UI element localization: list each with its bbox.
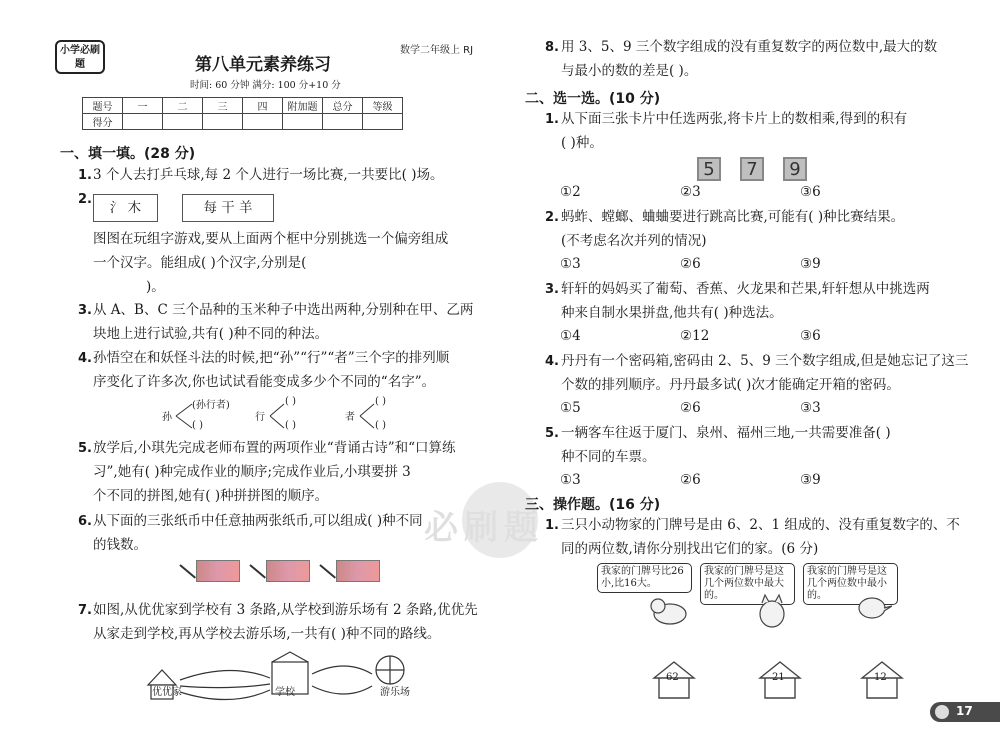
q6-number: 6. xyxy=(78,514,92,529)
s2-q3-number: 3. xyxy=(545,282,559,297)
q7-number: 7. xyxy=(78,603,92,618)
option-1[interactable]: ①5 xyxy=(560,400,581,416)
q2-number: 2. xyxy=(78,192,92,207)
tree-root-xing: 行 xyxy=(255,412,265,423)
path-home-school-2 xyxy=(180,684,270,688)
house-21[interactable] xyxy=(758,658,802,702)
speech-bubble-dog: 我家的门牌号比26小,比16大。 xyxy=(597,563,692,593)
magnifier-icon xyxy=(935,705,949,719)
radical-box-2: 每 干 羊 xyxy=(182,194,274,222)
option-1[interactable]: ①4 xyxy=(560,328,581,344)
option-2[interactable]: ②6 xyxy=(680,400,701,416)
q5-line3: 个不同的拼图,她有( )种拼拼图的顺序。 xyxy=(93,488,329,504)
s2-q2-line2: (不考虑名次并列的情况) xyxy=(561,233,707,249)
section1-title: 一、填一填。(28 分) xyxy=(60,146,196,162)
s3-q1-line1: 三只小动物家的门牌号是由 6、2、1 组成的、没有重复数字的、不 xyxy=(561,517,960,533)
page-number: 17 xyxy=(956,704,973,718)
tree-branch-zhe xyxy=(360,404,374,428)
s2-q1-line2: ( )种。 xyxy=(561,135,603,151)
q1-text: 3 个人去打乒乓球,每 2 个人进行一场比赛,一共要比( )场。 xyxy=(93,167,444,183)
s2-q2-line1: 蚂蚱、螳螂、蛐蛐要进行跳高比赛,可能有( )种比赛结果。 xyxy=(561,209,905,225)
time-info: 时间: 60 分钟 满分: 100 分+10 分 xyxy=(190,80,341,91)
option-3[interactable]: ③9 xyxy=(800,472,821,488)
label-park: 游乐场 xyxy=(380,687,410,698)
page-number-tab xyxy=(930,702,1000,722)
tree-leaf: ( ) xyxy=(285,396,296,407)
bird-icon xyxy=(859,598,885,618)
pointer-stick-icon xyxy=(179,564,196,578)
watermark-text: 必刷题 xyxy=(424,508,544,548)
tree-branch-sun xyxy=(176,404,192,428)
score-header-cell: 等级 xyxy=(363,98,403,114)
banknote-icon xyxy=(196,560,240,582)
q4-line2: 序变化了许多次,你也试试看能变成多少个不同的“名字”。 xyxy=(93,374,436,390)
q4-number: 4. xyxy=(78,351,92,366)
s2-q5-number: 5. xyxy=(545,426,559,441)
tree-leaf: ( ) xyxy=(375,420,386,431)
house-number: 12 xyxy=(874,672,887,683)
score-cell[interactable] xyxy=(123,114,163,130)
q2-line3: )。 xyxy=(146,279,165,295)
option-3[interactable]: ③3 xyxy=(800,400,821,416)
page-title: 第八单元素养练习 xyxy=(195,55,331,75)
q8-line2: 与最小的数的差是( )。 xyxy=(561,63,698,79)
house-12[interactable] xyxy=(860,658,904,702)
score-header-cell: 三 xyxy=(203,98,243,114)
q6-line1: 从下面的三张纸币中任意抽两张纸币,可以组成( )种不同 xyxy=(93,513,423,529)
q5-line1: 放学后,小琪先完成老师布置的两项作业“背诵古诗”和“口算练 xyxy=(93,440,456,456)
number-card-5: 5 xyxy=(697,157,721,181)
banknote-icon xyxy=(266,560,310,582)
tree-root-sun: 孙 xyxy=(162,412,172,423)
score-header-cell: 题号 xyxy=(83,98,123,114)
q8-line1: 用 3、5、9 三个数字组成的没有重复数字的两位数中,最大的数 xyxy=(561,39,938,55)
number-card-9: 9 xyxy=(783,157,807,181)
option-1[interactable]: ①2 xyxy=(560,184,581,200)
house-number: 21 xyxy=(772,672,785,683)
score-header-cell: 二 xyxy=(163,98,203,114)
score-header-cell: 总分 xyxy=(323,98,363,114)
banknote-3-image xyxy=(320,558,382,584)
tree-leaf: ( ) xyxy=(375,396,386,407)
q2-line2: 一个汉字。能组成( )个汉字,分别是( xyxy=(93,255,307,271)
q3-line1: 从 A、B、C 三个品种的玉米种子中选出两种,分别种在甲、乙两 xyxy=(93,302,474,318)
q3-line2: 块地上进行试验,共有( )种不同的种法。 xyxy=(93,326,329,342)
score-cell[interactable] xyxy=(203,114,243,130)
animals-illustration xyxy=(640,592,900,632)
option-2[interactable]: ②3 xyxy=(680,184,701,200)
score-table xyxy=(82,97,403,130)
section2-title: 二、选一选。(10 分) xyxy=(525,91,661,107)
score-cell[interactable] xyxy=(163,114,203,130)
q4-line1: 孙悟空在和妖怪斗法的时候,把“孙”“行”“者”三个字的排列顺 xyxy=(93,350,450,366)
house-number: 62 xyxy=(666,672,679,683)
speech-bubble-bird: 我家的门牌号是这几个两位数中最小的。 xyxy=(803,563,898,605)
s2-q3-line2: 种来自制水果拼盘,他共有( )种选法。 xyxy=(561,305,783,321)
section3-title: 三、操作题。(16 分) xyxy=(525,497,661,513)
subject-label: 数学二年级上 RJ xyxy=(400,45,474,56)
s2-q4-line1: 丹丹有一个密码箱,密码由 2、5、9 三个数字组成,但是她忘记了这三 xyxy=(561,353,969,369)
s2-q3-line1: 轩轩的妈妈买了葡萄、香蕉、火龙果和芒果,轩轩想从中挑选两 xyxy=(561,281,930,297)
q7-line1: 如图,从优优家到学校有 3 条路,从学校到游乐场有 2 条路,优优先 xyxy=(93,602,478,618)
pointer-stick-icon xyxy=(249,564,266,578)
score-header-cell: 一 xyxy=(123,98,163,114)
tree-leaf: ( ) xyxy=(192,420,203,431)
q1-number: 1. xyxy=(78,168,92,183)
s2-q5-line2: 种不同的车票。 xyxy=(561,449,656,465)
speech-bubble-cat: 我家的门牌号是这几个两位数中最大的。 xyxy=(700,563,795,605)
option-3[interactable]: ③6 xyxy=(800,184,821,200)
q3-number: 3. xyxy=(78,303,92,318)
path-home-school-1 xyxy=(180,670,270,680)
cat-icon xyxy=(760,601,784,627)
option-2[interactable]: ②12 xyxy=(680,328,710,344)
pointer-stick-icon xyxy=(319,564,336,578)
path-home-school-3 xyxy=(180,690,270,700)
s3-q1-number: 1. xyxy=(545,518,559,533)
school-roof-icon xyxy=(272,652,308,662)
q8-number: 8. xyxy=(545,40,559,55)
banknote-1-image xyxy=(180,558,242,584)
s2-q1-line1: 从下面三张卡片中任选两张,将卡片上的数相乘,得到的积有 xyxy=(561,111,908,127)
score-cell[interactable] xyxy=(363,114,403,130)
score-cell[interactable] xyxy=(283,114,323,130)
score-header-cell: 四 xyxy=(243,98,283,114)
tree-leaf: ( ) xyxy=(285,420,296,431)
option-2[interactable]: ②6 xyxy=(680,472,701,488)
option-1[interactable]: ①3 xyxy=(560,256,581,272)
q5-number: 5. xyxy=(78,441,92,456)
s2-q5-line1: 一辆客车往返于厦门、泉州、福州三地,一共需要准备( ) xyxy=(561,425,891,441)
number-card-7: 7 xyxy=(740,157,764,181)
option-3[interactable]: ③6 xyxy=(800,328,821,344)
logo xyxy=(55,40,105,74)
logo-text: 小学必刷题 xyxy=(60,45,100,70)
option-2[interactable]: ②6 xyxy=(680,256,701,272)
q6-line2: 的钱数。 xyxy=(93,537,147,553)
q7-line2: 从家走到学校,再从学校去游乐场,一共有( )种不同的路线。 xyxy=(93,626,441,642)
s2-q1-number: 1. xyxy=(545,112,559,127)
s3-q1-line2: 同的两位数,请你分别找出它们的家。(6 分) xyxy=(561,541,819,557)
tree-branch-xing xyxy=(270,404,284,428)
path-school-park-1 xyxy=(312,666,372,674)
path-school-park-2 xyxy=(312,686,372,694)
s2-q4-number: 4. xyxy=(545,354,559,369)
option-1[interactable]: ①3 xyxy=(560,472,581,488)
label-school: 学校 xyxy=(275,687,295,698)
score-cell[interactable] xyxy=(243,114,283,130)
q2-line1: 图图在玩组字游戏,要从上面两个框中分别挑选一个偏旁组成 xyxy=(93,231,449,247)
banknote-icon xyxy=(336,560,380,582)
dog-head-icon xyxy=(651,599,665,613)
s2-q4-line2: 个数的排列顺序。丹丹最多试( )次才能确定开箱的密码。 xyxy=(561,377,900,393)
q5-line2: 习”,她有( )种完成作业的顺序;完成作业后,小琪要拼 3 xyxy=(93,464,411,480)
house-62[interactable] xyxy=(652,658,696,702)
label-home: 优优家 xyxy=(152,687,182,698)
score-cell[interactable] xyxy=(323,114,363,130)
score-header-cell: 附加题 xyxy=(283,98,323,114)
score-row-label: 得分 xyxy=(83,114,123,130)
radical-box-1: 氵 木 xyxy=(93,194,158,222)
s2-q2-number: 2. xyxy=(545,210,559,225)
tree-leaf: (孙行者) xyxy=(192,400,230,411)
option-3[interactable]: ③9 xyxy=(800,256,821,272)
banknote-2-image xyxy=(250,558,312,584)
tree-root-zhe: 者 xyxy=(345,412,355,423)
